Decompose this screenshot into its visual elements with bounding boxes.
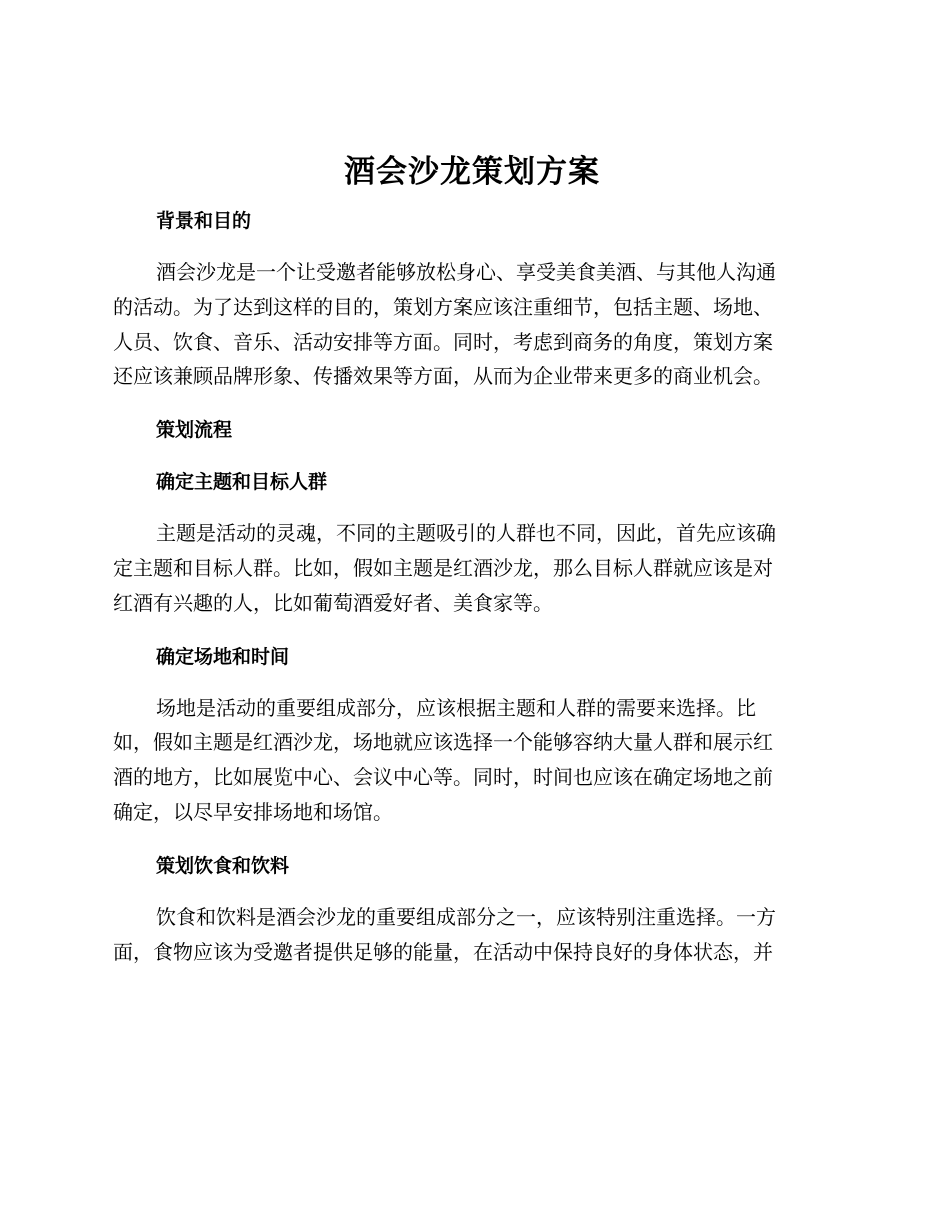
text-line: 红酒有兴趣的人，比如葡萄酒爱好者、美食家等。: [113, 590, 553, 615]
text-line: 面，食物应该为受邀者提供足够的能量，在活动中保持良好的身体状态，并: [113, 939, 773, 964]
section-heading-food-drinks: 策划饮食和饮料: [156, 854, 290, 877]
text-line: 酒的地方，比如展览中心、会议中心等。同时，时间也应该在确定场地之前: [113, 765, 773, 790]
text-line: 还应该兼顾品牌形象、传播效果等方面，从而为企业带来更多的商业机会。: [113, 364, 773, 389]
text-line: 场地是活动的重要组成部分，应该根据主题和人群的需要来选择。比: [156, 695, 756, 720]
text-line: 的活动。为了达到这样的目的，策划方案应该注重细节，包括主题、场地、: [113, 294, 773, 319]
section-heading-theme-audience: 确定主题和目标人群: [156, 471, 328, 494]
section-heading-planning-process: 策划流程: [156, 419, 233, 442]
text-line: 主题是活动的灵魂，不同的主题吸引的人群也不同，因此，首先应该确: [156, 521, 776, 546]
paragraph-venue-time: [113, 691, 831, 830]
text-line: 如，假如主题是红酒沙龙，场地就应该选择一个能够容纳大量人群和展示红: [113, 730, 773, 755]
paragraph-theme-audience: [113, 516, 831, 620]
section-heading-venue-time: 确定场地和时间: [156, 645, 290, 668]
text-line: 饮食和饮料是酒会沙龙的重要组成部分之一，应该特别注重选择。一方: [156, 904, 776, 929]
text-line: 确定，以尽早安排场地和场馆。: [113, 799, 393, 824]
section-heading-background: 背景和目的: [156, 210, 252, 232]
text-line: 定主题和目标人群。比如，假如主题是红酒沙龙，那么目标人群就应该是对: [113, 555, 773, 580]
document-page: [113, 150, 831, 969]
paragraph-background: [113, 255, 831, 394]
document-title: 酒会沙龙策划方案: [344, 154, 600, 190]
paragraph-food-drinks: [113, 900, 831, 970]
text-line: 人员、饮食、音乐、活动安排等方面。同时，考虑到商务的角度，策划方案: [113, 329, 773, 354]
text-line: 酒会沙龙是一个让受邀者能够放松身心、享受美食美酒、与其他人沟通: [156, 260, 776, 284]
